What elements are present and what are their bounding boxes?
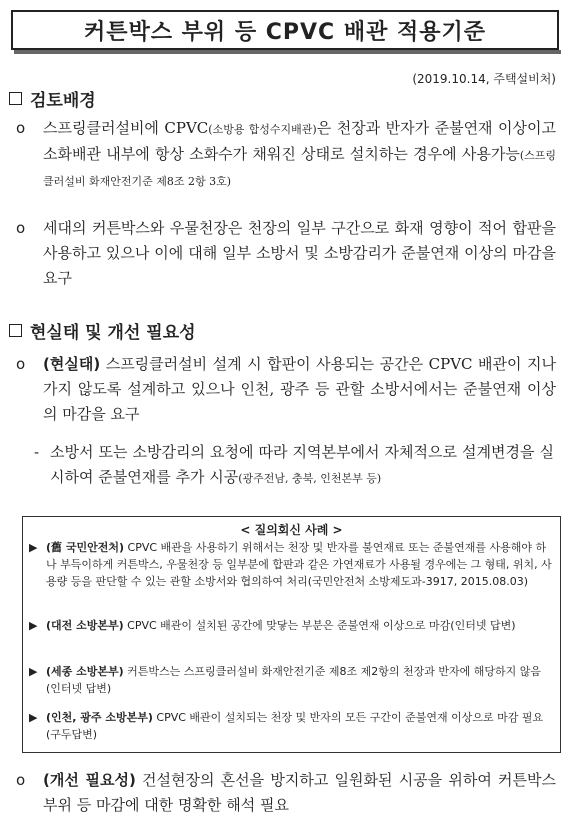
section1-heading-text: 검토배경 (30, 91, 96, 111)
bullet-text (43, 768, 556, 818)
case-org: (인천, 광주 소방본부) (46, 711, 153, 724)
dash-text (50, 440, 554, 491)
case-box-title: < 질의회신 사례 > (240, 523, 343, 537)
bullet-text (43, 116, 556, 194)
dash-body: 소방서 또는 소방감리의 요청에 따라 지역본부에서 자체적으로 설계변경을 실시하여 준불연재를 추가 시공 (50, 443, 554, 486)
section2-dash-1 (34, 440, 554, 491)
dash-small: (광주전남, 충북, 인천본부 등) (238, 472, 382, 485)
triangle-right-icon: ▶ (29, 711, 38, 724)
checkbox-square-icon (9, 324, 22, 337)
section2-bullet-improvement (16, 768, 556, 818)
bullet-body: 건설현장의 혼선을 방지하고 일원화된 시공을 위하여 커튼박스 부위 등 마감에 대한 명확한 해석 필요 (43, 771, 556, 814)
case-text (46, 663, 555, 697)
case-body: CPVC 배관을 사용하기 위해서는 천장 및 반자를 불연재료 또는 준불연재를 사용해야 하나 부득이하게 커튼박스, 우물천장 등 일부분에 합판과 같은 가연재료가 사용될 경우에는 그 형태, 위치, 사용량 등을 판단할 수 있는 관할 소방서와 협의하여 처리(국민안전처 소방제도과-3917, 2015.08.03) (46, 541, 552, 588)
bullet-body: 스프링클러설비 설계 시 합판이 사용되는 공간은 CPVC 배관이 지나가지 않도록 설계하고 있으나 인천, 광주 등 관할 소방서에서는 준불연재 이상의 마감을 요구 (43, 355, 556, 423)
triangle-right-icon: ▶ (29, 619, 38, 632)
bullet-text-small: (소방용 합성수지배관) (208, 123, 317, 136)
bullet-text: 세대의 커튼박스와 우물천장은 천장의 일부 구간으로 화재 영향이 적어 합판을 사용하고 있으나 이에 대해 일부 소방서 및 소방감리가 준불연재 이상의 마감을 요구 (43, 219, 556, 287)
section2-bullet-current (16, 352, 556, 427)
case-body: 커튼박스는 스프링클러설비 화재안전기준 제8조 제2항의 천장과 반자에 해당하지 않음(인터넷 답변) (46, 665, 542, 695)
triangle-right-icon: ▶ (29, 665, 38, 678)
date-note: (2019.10.14, 주택설비처) (412, 72, 556, 86)
case-org: (舊 국민안전처) (46, 541, 125, 554)
document-title (11, 10, 559, 50)
case-box (22, 516, 561, 753)
case-item-1 (29, 539, 555, 590)
section1-bullet-1 (16, 116, 556, 194)
dash-mark: - (34, 443, 40, 461)
section2-heading-text: 현실태 및 개선 필요성 (30, 323, 196, 343)
case-org: (대전 소방본부) (46, 619, 124, 632)
bullet-label: (개선 필요성) (43, 771, 136, 789)
section2-heading (9, 318, 196, 343)
checkbox-square-icon (9, 92, 22, 105)
bullet-label: (현실태) (43, 355, 101, 373)
bullet-text (43, 352, 556, 427)
case-item-4 (29, 709, 555, 743)
bullet-mark: o (16, 771, 26, 789)
case-body: CPVC 배관이 설치된 공간에 맞닿는 부분은 준불연재 이상으로 마감(인터넷 답변) (123, 619, 516, 632)
bullet-text-a: 스프링클러설비에 CPVC (43, 119, 209, 137)
bullet-mark: o (16, 119, 26, 137)
case-text (46, 617, 555, 634)
section1-bullet-2 (16, 216, 556, 291)
case-text (46, 539, 555, 590)
case-org: (세종 소방본부) (46, 665, 124, 678)
bullet-ref: (스프링클러설비 화재안전기준 제8조 2항 3호) (43, 149, 556, 188)
bullet-mark: o (16, 219, 26, 237)
bullet-mark: o (16, 355, 26, 373)
case-item-3 (29, 663, 555, 697)
case-item-2 (29, 617, 555, 634)
section1-heading (9, 86, 96, 111)
bullet-text-b: 은 천장과 반자가 준불연재 이상이고 소화배관 내부에 항상 소화수가 채워진 상태로 설치하는 경우에 사용가능 (43, 119, 556, 163)
title-text: 커튼박스 부위 등 CPVC 배관 적용기준 (83, 19, 486, 45)
triangle-right-icon: ▶ (29, 541, 38, 554)
case-body: CPVC 배관이 설치되는 천장 및 반자의 모든 구간이 준불연재 이상으로 마감 필요(구두답변) (46, 711, 544, 741)
case-text (46, 709, 555, 743)
title-shadow (14, 50, 561, 54)
